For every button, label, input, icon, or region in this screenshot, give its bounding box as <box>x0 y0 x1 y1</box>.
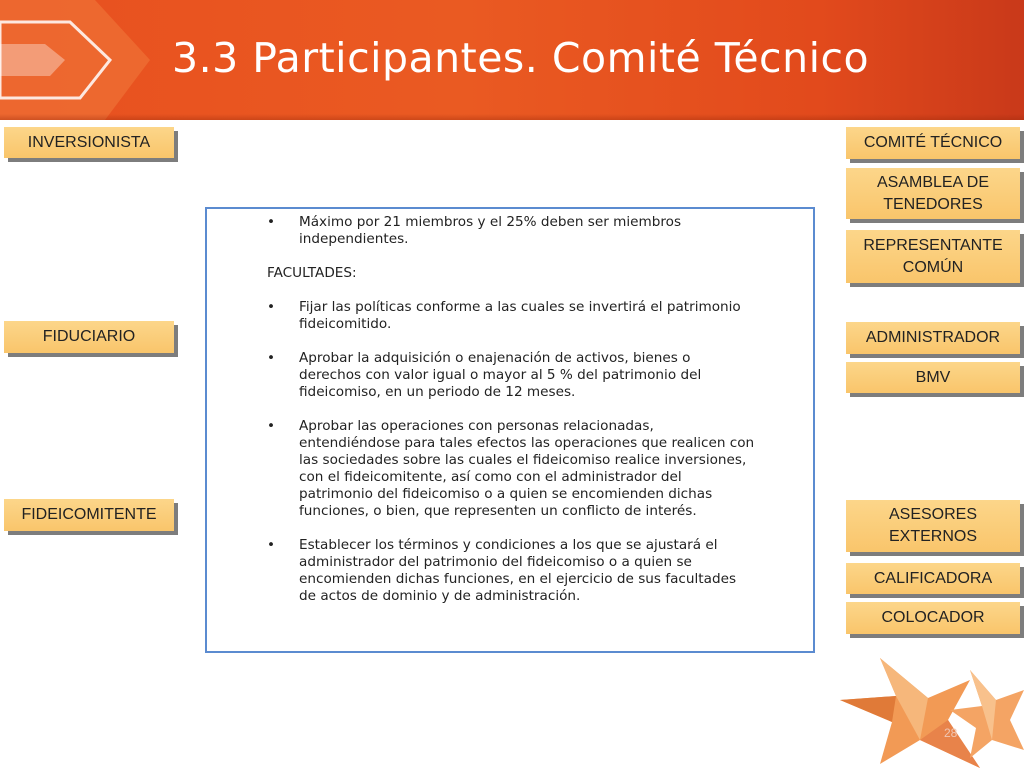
fiduciario-box <box>4 321 174 353</box>
representante-label-line2: COMÚN <box>902 258 964 276</box>
bullet-line: las sociedades sobre las cuales el fideicomiso realice inversiones, <box>299 452 747 468</box>
fideicomitente-box <box>4 499 174 531</box>
bullet-line: patrimonio del fideicomiso o a quien se encomienden dichas <box>299 486 713 502</box>
fideicomitente-label: FIDEICOMITENTE <box>21 506 157 523</box>
bullet-item <box>267 299 801 333</box>
bullet-line: de actos de dominio y de administración. <box>299 588 581 604</box>
page-number: 28 <box>944 726 958 740</box>
asesores-externos-box <box>846 500 1020 552</box>
bullet-line: encomienden dichas funciones, en el ejercicio de sus facultades <box>299 571 737 587</box>
slide-header <box>0 0 1024 120</box>
administrador-label: ADMINISTRADOR <box>865 329 1001 346</box>
bullet-line: independientes. <box>299 231 409 247</box>
inversionista-label: INVERSIONISTA <box>27 133 151 151</box>
bullet-item <box>267 214 801 248</box>
bullet-dot: • <box>267 350 276 366</box>
calificadora-label: CALIFICADORA <box>873 569 993 587</box>
inversionista-box <box>4 127 174 158</box>
bmv-box <box>846 362 1020 393</box>
bullet-line: Fijar las políticas conforme a las cuales se invertirá el patrimonio <box>299 299 741 315</box>
colocador-label: COLOCADOR <box>881 609 985 626</box>
bmv-label: BMV <box>915 368 951 386</box>
bullet-item <box>267 418 801 520</box>
bullet-dot: • <box>267 418 276 434</box>
calificadora-box <box>846 563 1020 594</box>
fiduciario-label: FIDUCIARIO <box>42 328 136 345</box>
asesores-label-line2: EXTERNOS <box>888 528 977 545</box>
representante-label-line1: REPRESENTANTE <box>863 236 1003 254</box>
asesores-label-line1: ASESORES <box>888 506 978 523</box>
facultades-heading: FACULTADES: <box>267 265 357 281</box>
bullet-line: administrador del patrimonio del fideicomiso o a quien se <box>299 554 692 570</box>
bullet-line: fideicomiso, en un periodo de 12 meses. <box>299 384 576 400</box>
asamblea-tenedores-box <box>846 168 1020 219</box>
bullet-dot: • <box>267 214 276 230</box>
representante-comun-box <box>846 230 1020 283</box>
administrador-box <box>846 322 1020 354</box>
bullet-line: Aprobar las operaciones con personas relacionadas, <box>299 418 654 434</box>
bullet-line: Establecer los términos y condiciones a los que se ajustará el <box>299 537 718 553</box>
bullet-line: entendiéndose para tales efectos las operaciones que realicen con <box>299 435 755 451</box>
bullet-dot: • <box>267 537 276 553</box>
comite-tecnico-label: COMITÉ TÉCNICO <box>863 134 1003 151</box>
bullet-line: Máximo por 21 miembros y el 25% deben ser miembros <box>299 214 682 230</box>
bullet-line: derechos con valor igual o mayor al 5 % del patrimonio del <box>299 367 702 383</box>
logo-icon <box>0 0 150 120</box>
origami-stars-icon <box>820 640 1024 768</box>
slide-title: 3.3 Participantes. Comité Técnico <box>172 34 870 82</box>
bullet-dot: • <box>267 299 276 315</box>
asamblea-label-line2: TENEDORES <box>883 195 983 213</box>
bullet-item <box>267 537 801 605</box>
colocador-box <box>846 602 1020 634</box>
comite-tecnico-box <box>846 127 1020 159</box>
comite-content-box <box>205 207 815 653</box>
bullet-line: fideicomitido. <box>299 316 392 332</box>
asamblea-label-line1: ASAMBLEA DE <box>876 173 990 191</box>
bullet-line: funciones, o bien, que representen un conflicto de interés. <box>299 503 697 519</box>
bullet-line: con el fideicomitente, así como con el administrador del <box>299 469 682 485</box>
bullet-item <box>267 350 801 401</box>
bullet-line: Aprobar la adquisición o enajenación de activos, bienes o <box>299 350 691 366</box>
